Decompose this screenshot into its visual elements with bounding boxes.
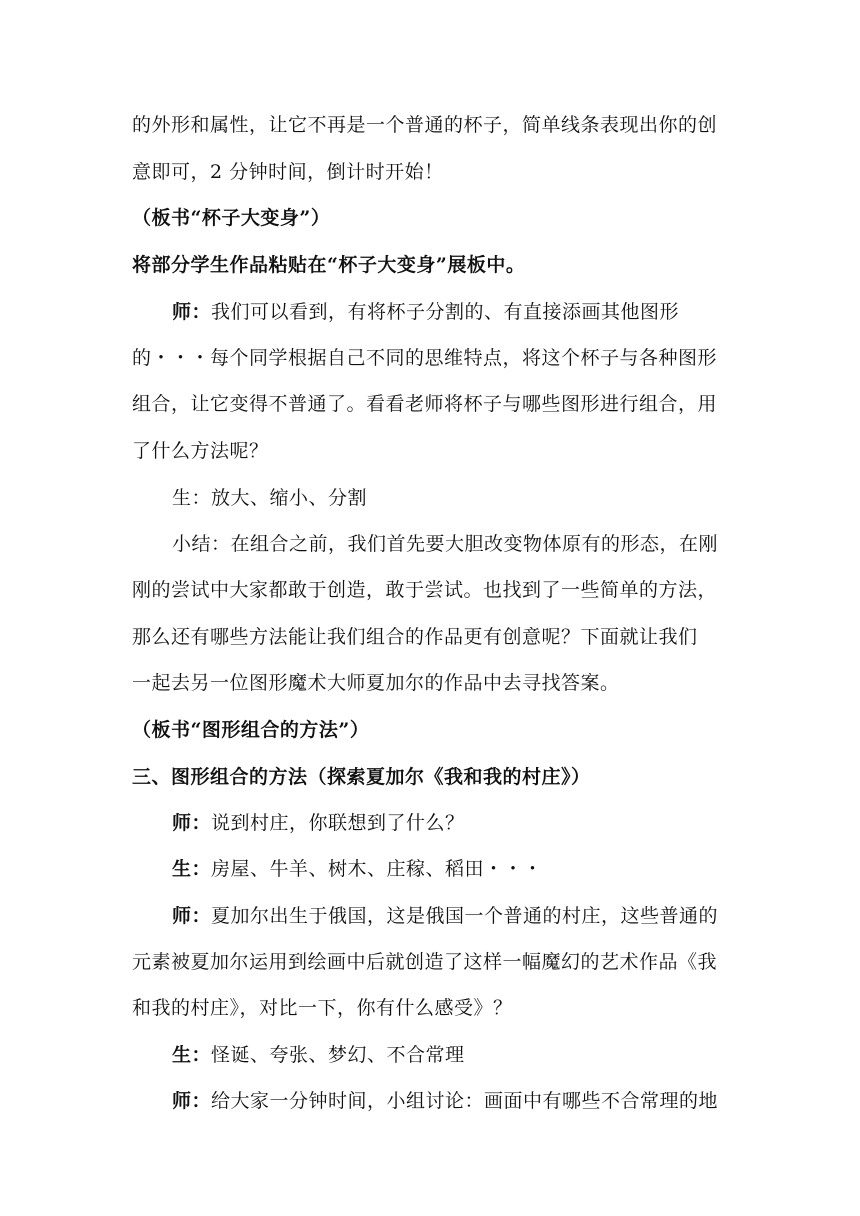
paragraph-line [132, 625, 732, 649]
line-text: 的・・・每个同学根据自己不同的思维特点，将这个杯子与各种图形 [132, 347, 718, 369]
paragraph-line [132, 160, 732, 184]
teacher-label: 师： [172, 1090, 212, 1112]
line-text: 刚的尝试中大家都敢于创造，敢于尝试。也找到了一些简单的方法， [132, 579, 718, 601]
paragraph-line [132, 392, 732, 416]
line-text: （板书“图形组合的方法”） [132, 719, 370, 741]
teacher-line [172, 300, 772, 324]
line-text: 三、图形组合的方法（探索夏加尔《我和我的村庄》） [132, 766, 591, 788]
line-text: （板书“杯子大变身”） [132, 207, 331, 229]
line-text: 的外形和属性，让它不再是一个普通的杯子，简单线条表现出你的创 [132, 114, 718, 136]
student-line [172, 857, 772, 881]
line-text: 给大家一分钟时间，小组讨论：画面中有哪些不合常理的地 [211, 1090, 719, 1112]
line-text: 组合，让它变得不普通了。看看老师将杯子与哪些图形进行组合，用 [132, 393, 718, 415]
paragraph-line [132, 996, 732, 1020]
line-text: 一起去另一位图形魔术大师夏加尔的作品中去寻找答案。 [132, 672, 620, 694]
student-label: 生： [172, 1044, 212, 1066]
line-text: 说到村庄，你联想到了什么？ [211, 812, 465, 834]
board-note [132, 718, 732, 742]
line-text: 怪诞、夸张、梦幻、不合常理 [211, 1044, 465, 1066]
line-text: 意即可，2 分钟时间，倒计时开始！ [132, 161, 444, 183]
line-text: 了什么方法呢？ [132, 440, 269, 462]
board-note [132, 206, 732, 230]
line-text: 和我的村庄》，对比一下，你有什么感受》？ [132, 997, 513, 1019]
student-label: 生： [172, 858, 212, 880]
student-line [172, 1043, 772, 1067]
paragraph-line [132, 671, 732, 695]
line-text: 生：放大、缩小、分割 [172, 487, 368, 509]
teacher-line [172, 904, 772, 928]
teacher-label: 师： [172, 905, 212, 927]
paragraph-line [132, 578, 732, 602]
instruction-line [132, 253, 732, 277]
teacher-line [172, 1089, 772, 1113]
paragraph-line [132, 346, 732, 370]
paragraph-line [132, 950, 732, 974]
line-text: 元素被夏加尔运用到绘画中后就创造了这样一幅魔幻的艺术作品《我 [132, 951, 718, 973]
line-text: 我们可以看到，有将杯子分割的、有直接添画其他图形 [211, 301, 680, 323]
student-line [172, 486, 772, 510]
teacher-line [172, 811, 772, 835]
teacher-label: 师： [172, 301, 212, 323]
paragraph-line [132, 439, 732, 463]
line-text: 小结：在组合之前，我们首先要大胆改变物体原有的形态，在刚 [172, 533, 719, 555]
line-text: 将部分学生作品粘贴在“杯子大变身”展板中。 [132, 254, 526, 276]
paragraph-line [132, 113, 732, 137]
line-text: 房屋、牛羊、树木、庄稼、稻田・・・ [211, 858, 543, 880]
line-text: 那么还有哪些方法能让我们组合的作品更有创意呢？下面就让我们 [132, 626, 698, 648]
summary-line [172, 532, 772, 556]
section-heading [132, 765, 732, 789]
line-text: 夏加尔出生于俄国，这是俄国一个普通的村庄，这些普通的 [211, 905, 719, 927]
teacher-label: 师： [172, 812, 212, 834]
